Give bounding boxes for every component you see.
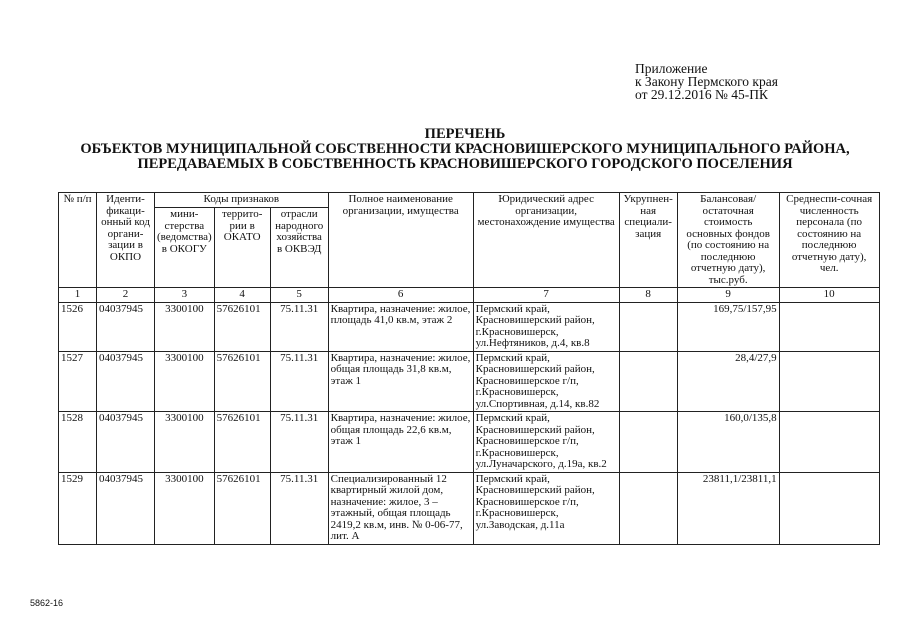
header-spec: Укрупнен-ная специали-зация [619, 193, 677, 288]
cell-address: Пермский край, Красновишерский район, Красновишерское г/п, г.Красновишерск, ул.Заводская, д.11а [473, 472, 619, 544]
cell-no: 1529 [59, 472, 97, 544]
cell-balance: 160,0/135,8 [677, 412, 779, 473]
property-table [58, 192, 880, 545]
column-number: 4 [214, 288, 270, 303]
cell-okato: 57626101 [214, 351, 270, 412]
header-row [59, 193, 880, 208]
appendix-note [635, 62, 778, 101]
header-no: № п/п [59, 193, 97, 288]
header-okved: отрасли народного хозяйства в ОКВЭД [270, 208, 328, 288]
cell-spec [619, 472, 677, 544]
cell-name: Специализированный 12 квартирный жилой дом, назначение: жилое, 3 – этажный, общая площадь 2419,2 кв.м, инв. № 0-06-77, лит. А [328, 472, 473, 544]
cell-okved: 75.11.31 [270, 472, 328, 544]
cell-staff [779, 472, 879, 544]
header-codes: Коды признаков [155, 193, 329, 208]
column-number: 6 [328, 288, 473, 303]
appendix-line-3: от 29.12.2016 № 45-ПК [635, 87, 768, 102]
cell-staff [779, 412, 879, 473]
cell-spec [619, 351, 677, 412]
cell-name: Квартира, назначение: жилое, общая площадь 22,6 кв.м, этаж 1 [328, 412, 473, 473]
cell-okato: 57626101 [214, 302, 270, 351]
column-number-row [59, 288, 880, 303]
table-row [59, 412, 880, 473]
column-number: 7 [473, 288, 619, 303]
header-name: Полное наименование организации, имущества [328, 193, 473, 288]
cell-staff [779, 351, 879, 412]
title-line-1: ПЕРЕЧЕНЬ [424, 126, 506, 142]
table-row [59, 302, 880, 351]
cell-okogu: 3300100 [155, 472, 215, 544]
cell-balance: 23811,1/23811,1 [677, 472, 779, 544]
appendix-line-2: к Закону Пермского края [635, 74, 778, 89]
cell-okved: 75.11.31 [270, 302, 328, 351]
header-okpo: Иденти-фикаци-онный код органи-зации в ОКПО [97, 193, 155, 288]
cell-balance: 28,4/27,9 [677, 351, 779, 412]
cell-okpo: 04037945 [97, 351, 155, 412]
table-row [59, 472, 880, 544]
appendix-line-1: Приложение [635, 61, 708, 76]
cell-name: Квартира, назначение: жилое, площадь 41,0 кв.м, этаж 2 [328, 302, 473, 351]
cell-no: 1526 [59, 302, 97, 351]
cell-no: 1528 [59, 412, 97, 473]
cell-okato: 57626101 [214, 412, 270, 473]
cell-okved: 75.11.31 [270, 351, 328, 412]
column-number: 3 [155, 288, 215, 303]
column-number: 10 [779, 288, 879, 303]
cell-address: Пермский край, Красновишерский район, Красновишерское г/п, г.Красновишерск, ул.Луначарского, д.19а, кв.2 [473, 412, 619, 473]
header-balance: Балансовая/ остаточная стоимость основных фондов (по состоянию на последнюю отчетную дату), тыс.руб. [677, 193, 779, 288]
cell-okved: 75.11.31 [270, 412, 328, 473]
column-number: 1 [59, 288, 97, 303]
column-number: 5 [270, 288, 328, 303]
column-number: 8 [619, 288, 677, 303]
cell-address: Пермский край, Красновишерский район, Красновишерское г/п, г.Красновишерск, ул.Спортивная, д.14, кв.82 [473, 351, 619, 412]
cell-okato: 57626101 [214, 472, 270, 544]
document-code: 5862-16 [30, 598, 64, 608]
cell-okpo: 04037945 [97, 302, 155, 351]
header-okogu: мини-стерства (ведомства) в ОКОГУ [155, 208, 215, 288]
cell-spec [619, 302, 677, 351]
column-number: 2 [97, 288, 155, 303]
title-line-3: ПЕРЕДАВАЕМЫХ В СОБСТВЕННОСТЬ КРАСНОВИШЕРСКОГО ГОРОДСКОГО ПОСЕЛЕНИЯ [137, 156, 793, 172]
header-address: Юридический адрес организации, местонахождение имущества [473, 193, 619, 288]
cell-no: 1527 [59, 351, 97, 412]
cell-okpo: 04037945 [97, 412, 155, 473]
cell-name: Квартира, назначение: жилое, общая площадь 31,8 кв.м, этаж 1 [328, 351, 473, 412]
table-row [59, 351, 880, 412]
cell-okogu: 3300100 [155, 351, 215, 412]
cell-staff [779, 302, 879, 351]
cell-okogu: 3300100 [155, 302, 215, 351]
cell-okogu: 3300100 [155, 412, 215, 473]
cell-okpo: 04037945 [97, 472, 155, 544]
cell-address: Пермский край, Красновишерский район, г.Красновишерск, ул.Нефтяников, д.4, кв.8 [473, 302, 619, 351]
header-okato: террито-рии в ОКАТО [214, 208, 270, 288]
title-line-2: ОБЪЕКТОВ МУНИЦИПАЛЬНОЙ СОБСТВЕННОСТИ КРАСНОВИШЕРСКОГО МУНИЦИПАЛЬНОГО РАЙОНА, [80, 141, 850, 157]
cell-balance: 169,75/157,95 [677, 302, 779, 351]
column-number: 9 [677, 288, 779, 303]
cell-spec [619, 412, 677, 473]
document-title [40, 127, 890, 172]
header-staff: Среднеспи-сочная численность персонала (по состоянию на последнюю отчетную дату), чел. [779, 193, 879, 288]
